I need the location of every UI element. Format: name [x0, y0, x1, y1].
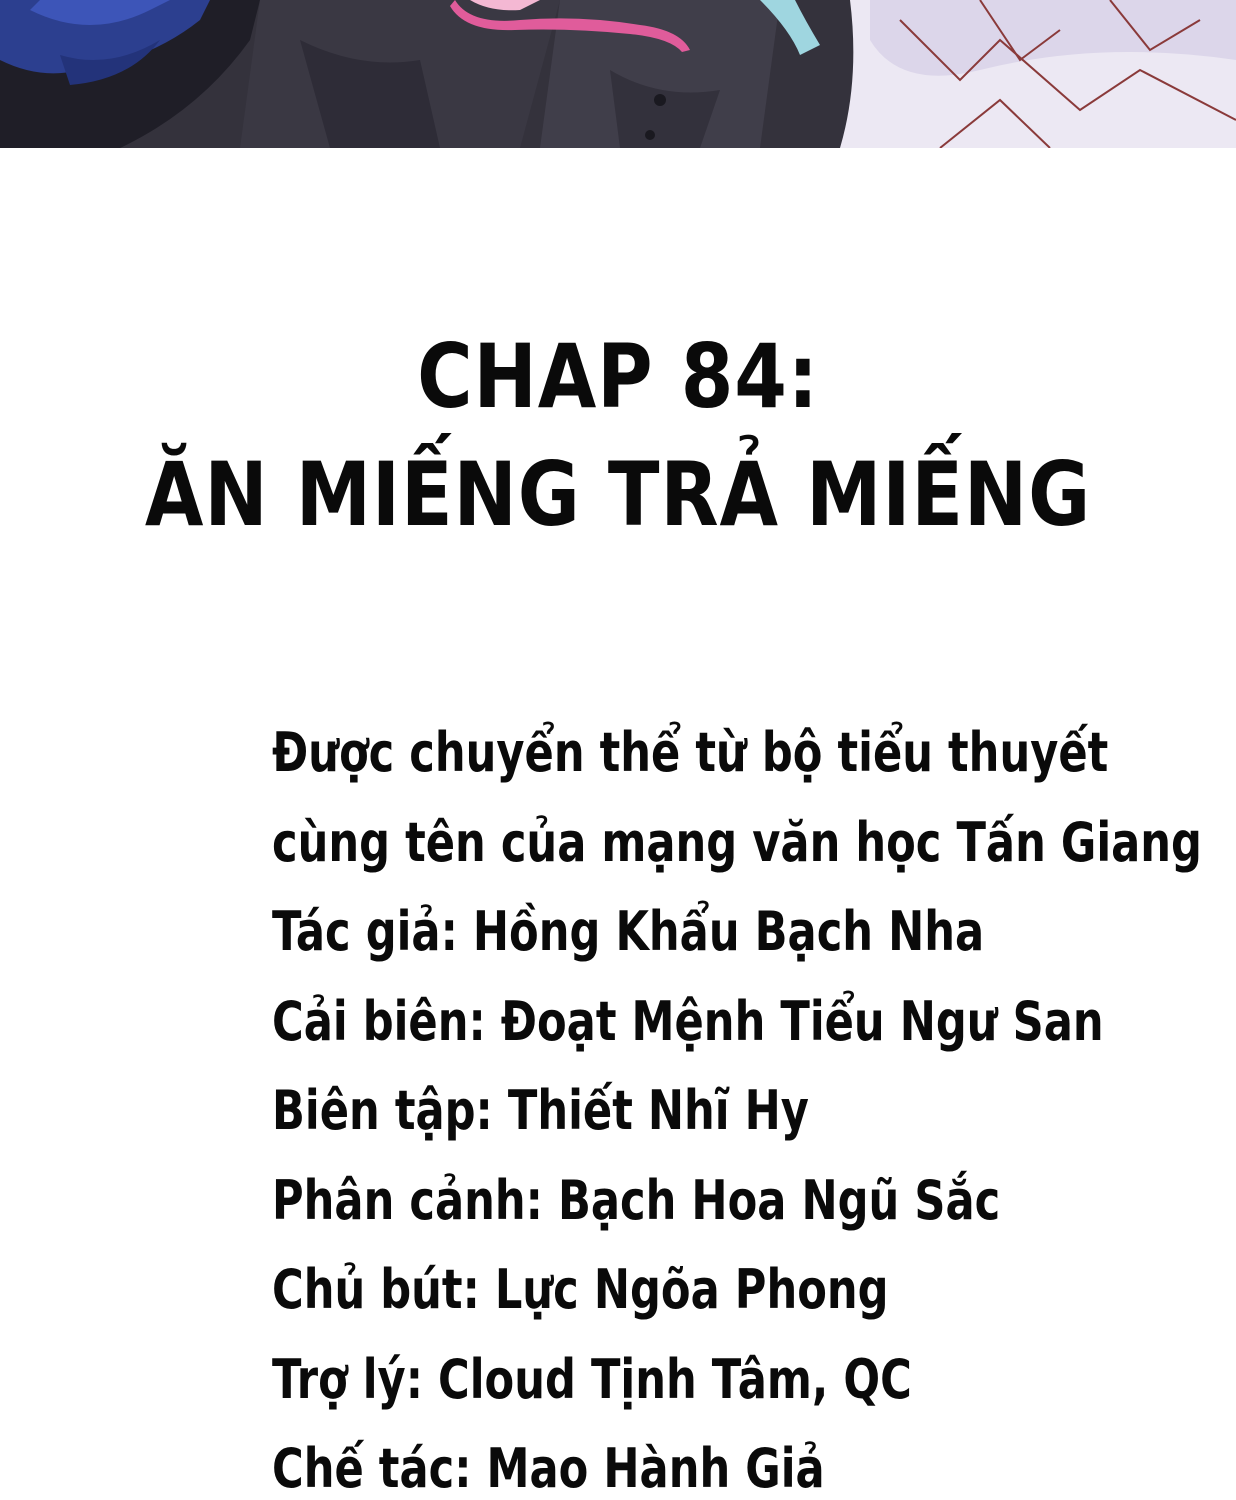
chapter-number: CHAP 84:: [417, 325, 819, 428]
credit-author: Tác giả: Hồng Khẩu Bạch Nha: [272, 900, 985, 963]
credit-assistant: Trợ lý: Cloud Tịnh Tâm, QC: [272, 1347, 912, 1411]
credit-production: Chế tác: Mao Hành Giả: [272, 1437, 825, 1500]
chapter-name: ĂN MIẾNG TRẢ MIẾNG: [144, 443, 1092, 546]
credit-line: cùng tên của mạng văn học Tấn Giang: [272, 810, 1202, 874]
chapter-title: [0, 318, 1236, 554]
credits-list: [272, 708, 1202, 1500]
credit-line: Được chuyển thể từ bộ tiểu thuyết: [272, 721, 1109, 784]
top-illustration-strip: [0, 0, 1236, 148]
credit-editor: Biên tập: Thiết Nhĩ Hy: [272, 1079, 809, 1142]
illustration-image: [0, 0, 1236, 148]
credit-storyboard: Phân cảnh: Bạch Hoa Ngũ Sắc: [272, 1168, 1001, 1232]
credit-adaptation: Cải biên: Đoạt Mệnh Tiểu Ngư San: [272, 989, 1104, 1053]
credit-lead-artist: Chủ bút: Lực Ngõa Phong: [272, 1258, 889, 1321]
